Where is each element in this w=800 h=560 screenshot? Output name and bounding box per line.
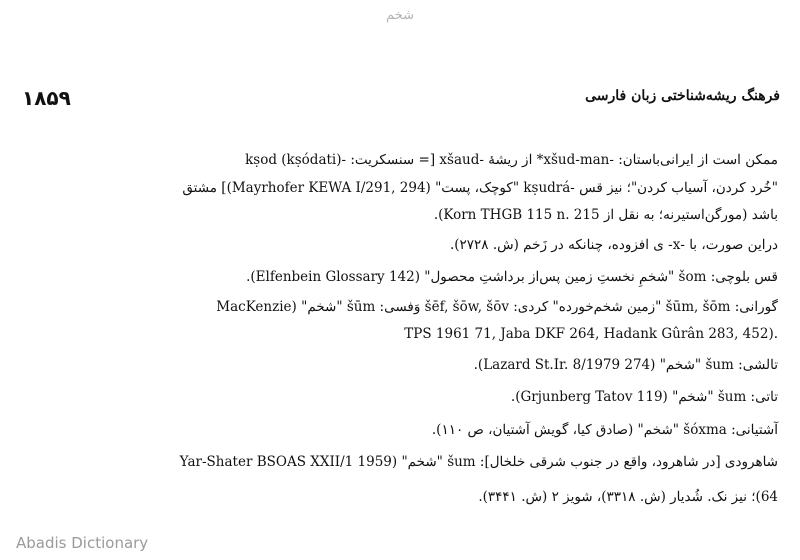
entry-line: تالشی: šum "شخم" (Lazard St.Ir. 8/1979 274). [473, 357, 778, 373]
entry-line: دراین صورت، با -x- ی افزوده، چنانکه در زَخم (ش. ۲۷۲۸). [449, 237, 778, 253]
entry-line: قس بلوچی: šom "شخمِ نخستِ زمین پس‌از برداشتِ محصول" (Elfenbein Glossary 142). [246, 269, 778, 285]
entry-line: آشتیانی: šóxma "شخم" (صادق کیا، گویش آشتیان، ص ۱۱۰). [431, 422, 778, 438]
page-number: ۱۸۵۹ [22, 86, 71, 110]
entry-line: گورانی: šūm, šōm "زمین شخم‌خورده" کردی: šēf, šōw, šōv وَفسی: šūm "شخم" (MacKenzie [216, 299, 778, 315]
site-watermark: Abadis Dictionary [16, 534, 149, 552]
entry-line: TPS 1961 71, Jaba DKF 264, Hadank Gûrân 283, 452). [404, 326, 778, 342]
entry-line: "خُرد کردن، آسیاب کردن"؛ نیز قس -kṣudrá "کوچک، پست" (Mayrhofer KEWA I/291, 294)] مشتق [182, 180, 778, 196]
header-word: شخم [386, 8, 414, 23]
entry-line: ممکن است از ایرانی‌باستان: -xšud-man* از ریشهٔ -xšaud [= سنسکریت: -kṣod (kṣódati) [245, 152, 778, 168]
running-head: فرهنگ ریشه‌شناختی زبان فارسی [585, 88, 780, 104]
entry-line: شاهرودی [در شاهرود، واقع در جنوب شرقی خلخال]: šum "شخم" (Yar-Shater BSOAS XXII/1 1959 [179, 454, 778, 470]
entry-line: 64)؛ نیز نک. شُدیار (ش. ۳۳۱۸)، شویز ۲ (ش. ۳۴۴۱). [478, 489, 778, 505]
entry-line: تاتی: šum "شخم" (Grjunberg Tatov 119). [510, 389, 778, 405]
entry-line: باشد (مورگن‌استیرنه؛ به نقل از Korn THGB 115 n. 215). [433, 207, 778, 223]
